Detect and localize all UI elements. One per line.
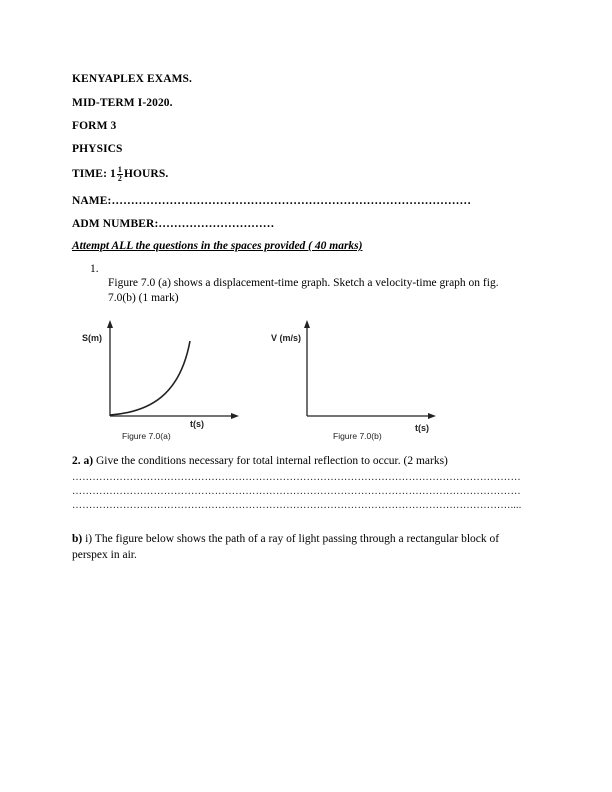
question-2b-label: b) <box>72 533 83 545</box>
time-fraction-numerator: 1 <box>117 165 122 174</box>
question-2b-text: i) The figure below shows the path of a ray of light passing through a rectangular block of perspex in air. <box>72 533 500 561</box>
fig-a-y-arrow-icon <box>107 320 113 328</box>
form-heading: FORM 3 <box>72 120 117 132</box>
fig-b-caption: Figure 7.0(b) <box>333 431 382 441</box>
fig-b-x-label: t(s) <box>415 423 429 433</box>
time-fraction-denominator: 2 <box>117 174 122 183</box>
term-heading: MID-TERM I-2020. <box>72 97 173 109</box>
fig-b-y-arrow-icon <box>304 320 310 328</box>
answer-line[interactable]: …………………………………………………………………………………………………………………… <box>72 472 521 483</box>
fig-b-x-arrow-icon <box>428 413 436 419</box>
answer-line[interactable]: ………………………………………………………………………………………………………………….... <box>72 500 522 511</box>
answer-line[interactable]: …………………………………………………………………………………………………………………… <box>72 486 521 497</box>
question-1-text: Figure 7.0 (a) shows a displacement-time graph. Sketch a velocity-time graph on fig. 7.0(b) (1 mark) <box>108 277 499 304</box>
subject-heading: PHYSICS <box>72 143 123 155</box>
adm-number-field[interactable]: ADM NUMBER:………………………… <box>72 218 275 230</box>
time-suffix: HOURS. <box>123 168 169 181</box>
time-prefix: TIME: 1 <box>72 168 116 181</box>
figure-7a <box>82 320 239 441</box>
instructions: Attempt ALL the questions in the spaces provided ( 40 marks) <box>72 240 363 252</box>
question-2a-text: Give the conditions necessary for total internal reflection to occur. (2 marks) <box>93 455 448 467</box>
fig-a-caption: Figure 7.0(a) <box>122 431 171 441</box>
figure-7b[interactable] <box>271 320 436 441</box>
fig-a-x-arrow-icon <box>231 413 239 419</box>
question-2a <box>72 455 448 467</box>
name-field[interactable]: NAME:………………………………………………………………………………… <box>72 195 472 207</box>
question-2a-label: 2. a) <box>72 455 94 467</box>
fig-a-x-label: t(s) <box>190 419 204 429</box>
question-2b <box>72 531 532 563</box>
question-1-number: 1. <box>90 263 99 275</box>
fig-a-y-label: S(m) <box>82 333 102 343</box>
fig-a-displacement-curve <box>110 341 190 415</box>
fig-b-y-label: V (m/s) <box>271 333 302 343</box>
exam-body-heading: KENYAPLEX EXAMS. <box>72 73 193 85</box>
